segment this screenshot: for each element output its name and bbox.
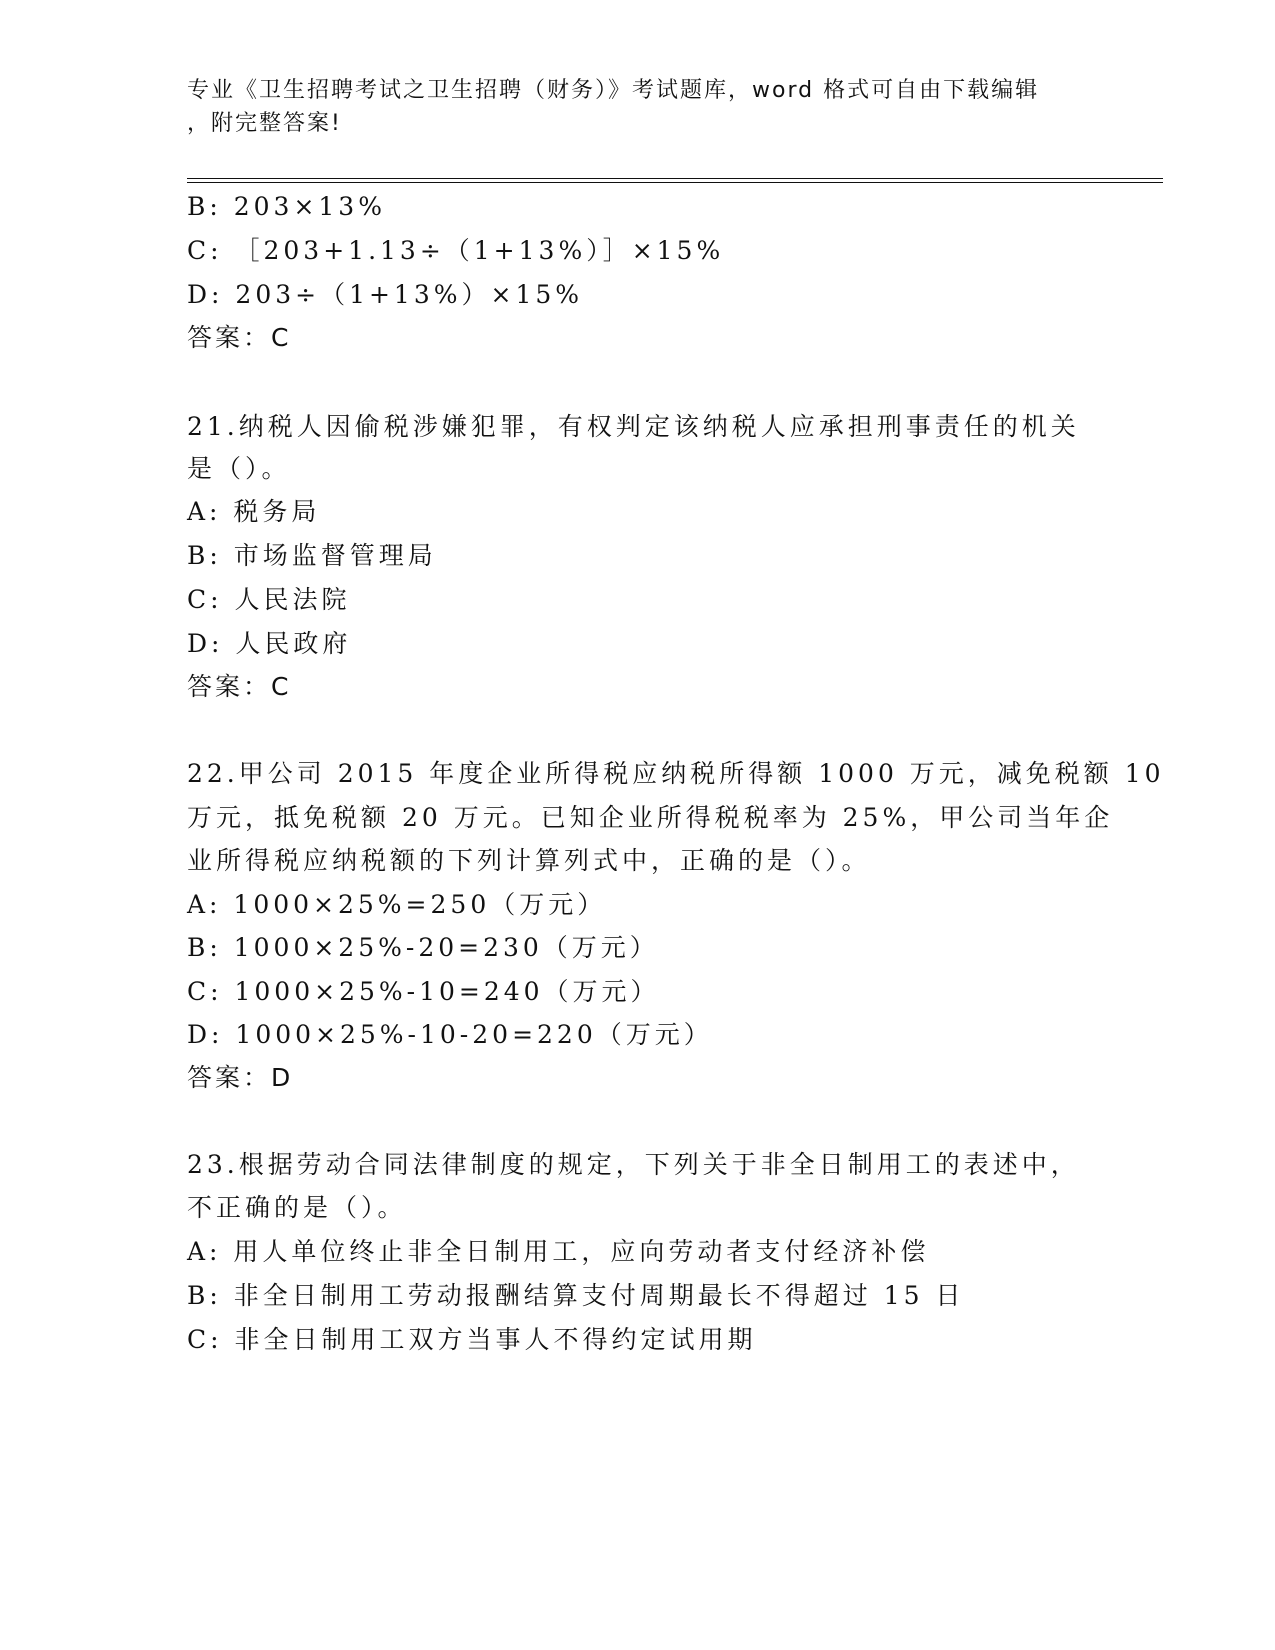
option-b: B: 非全日制用工劳动报酬结算支付周期最长不得超过 15 日 <box>187 1281 965 1310</box>
option-d: D: 1000×25%-10-20=220（万元） <box>187 1020 713 1049</box>
question-stem: 21.纳税人因偷税涉嫌犯罪，有权判定该纳税人应承担刑事责任的机关 <box>187 412 1080 441</box>
answer-line: 答案：C <box>187 672 292 701</box>
header-line-2: ，附完整答案! <box>187 111 342 136</box>
option-b: B: 1000×25%-20=230（万元） <box>187 933 659 962</box>
header-divider-bottom <box>187 182 1163 183</box>
option-b: B: 203×13% <box>187 192 386 221</box>
answer-line: 答案：D <box>187 1063 294 1092</box>
question-stem: 万元，抵免税额 20 万元。已知企业所得税税率为 25%，甲公司当年企 <box>187 803 1114 832</box>
option-c: C: 1000×25%-10=240（万元） <box>187 977 660 1006</box>
option-a: A: 1000×25%=250（万元） <box>187 890 607 919</box>
question-stem: 是（）。 <box>187 454 291 483</box>
option-c: C: ［203+1.13÷（1+13%）］×15% <box>187 236 725 265</box>
option-a: A: 用人单位终止非全日制用工，应向劳动者支付经济补偿 <box>187 1237 930 1266</box>
option-d: D: 203÷（1+13%）×15% <box>187 280 584 309</box>
option-d: D: 人民政府 <box>187 629 352 658</box>
option-c: C: 非全日制用工双方当事人不得约定试用期 <box>187 1325 757 1354</box>
question-stem: 业所得税应纳税额的下列计算列式中，正确的是（）。 <box>187 846 871 875</box>
document-header <box>187 74 1067 140</box>
header-line-1: 专业《卫生招聘考试之卫生招聘（财务）》考试题库，word 格式可自由下载编辑 <box>187 78 1040 103</box>
answer-line: 答案：C <box>187 323 292 352</box>
header-divider-top <box>187 178 1163 179</box>
question-stem: 不正确的是（）。 <box>187 1193 407 1222</box>
option-b: B: 市场监督管理局 <box>187 541 437 570</box>
question-stem: 22.甲公司 2015 年度企业所得税应纳税所得额 1000 万元，减免税额 10 <box>187 759 1165 788</box>
question-stem: 23.根据劳动合同法律制度的规定，下列关于非全日制用工的表述中， <box>187 1150 1080 1179</box>
option-c: C: 人民法院 <box>187 585 351 614</box>
option-a: A: 税务局 <box>187 497 321 526</box>
